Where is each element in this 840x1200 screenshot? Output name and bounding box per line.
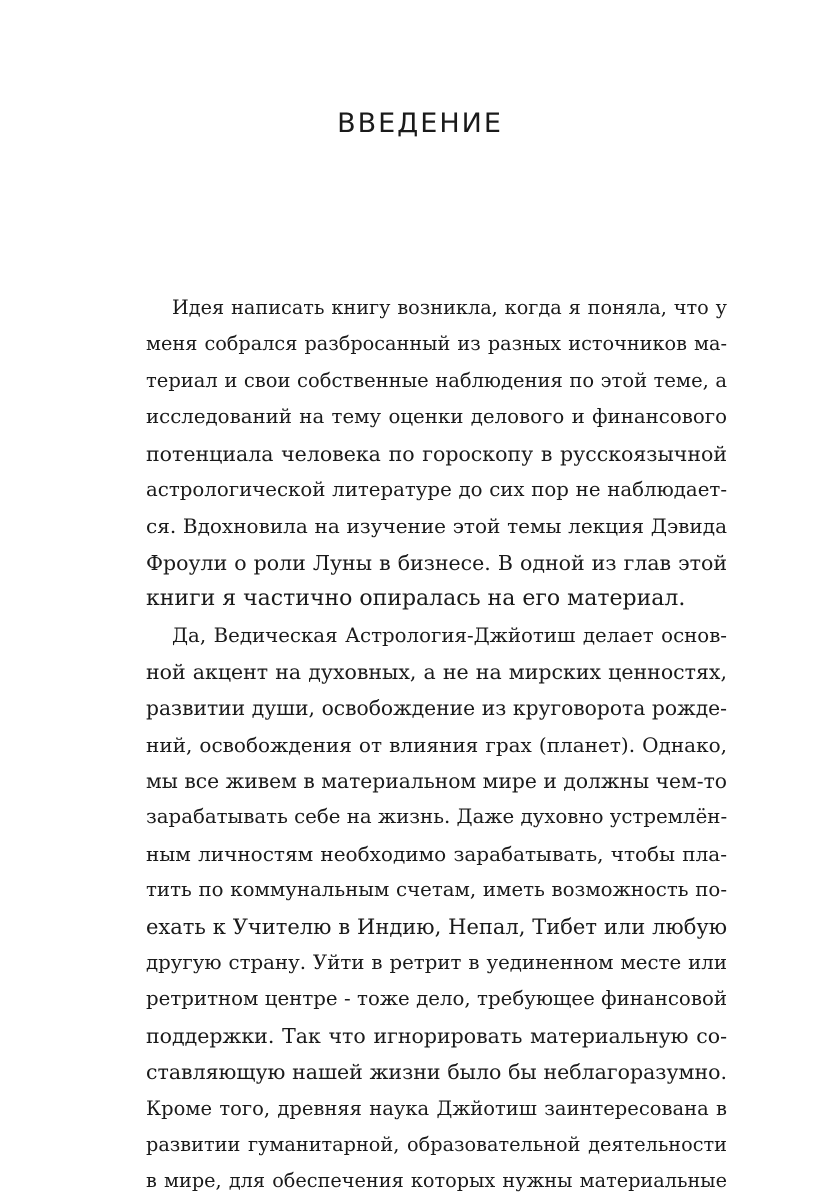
text-line: ний, освобождения от влияния грах (планет). Однако, [146, 732, 727, 757]
text-line: поддержки. Так что игнорировать материальную со- [146, 1023, 727, 1048]
text-line: Кроме того, древняя наука Джйотиш заинтересована в [146, 1096, 727, 1120]
text-line: развитии гуманитарной, образовательной деятельности [146, 1132, 727, 1156]
text-line: Фроули о роли Луны в бизнесе. В одной из глав этой [146, 550, 727, 575]
text-line: зарабатывать себе на жизнь. Даже духовно устремлён- [146, 805, 728, 829]
text-line: Идея написать книгу возникла, когда я поняла, что у [172, 296, 727, 319]
text-line: исследований на тему оценки делового и финансового [146, 405, 727, 429]
text-line: тить по коммунальным счетам, иметь возможность по- [146, 878, 727, 902]
text-line: развитии души, освобождение из круговорота рожде- [146, 696, 727, 721]
body-text [146, 290, 727, 1200]
text-line: в мире, для обеспечения которых нужны материальные [146, 1169, 727, 1193]
text-line: териал и свои собственные наблюдения по этой теме, а [146, 368, 727, 392]
text-line: ехать к Учителю в Индию, Непал, Тибет или любую [146, 914, 727, 939]
text-line: книги я частично опиралась на его материал. [146, 586, 686, 612]
text-line: ретритном центре - тоже дело, требующее финансовой [146, 987, 727, 1011]
text-line: ной акцент на духовных, а не на мирских ценностях, [146, 659, 727, 684]
text-line: ным личностям необходимо зарабатывать, чтобы пла- [146, 841, 727, 866]
text-line: потенциала человека по гороскопу в русскоязычной [146, 441, 727, 466]
text-line: меня собрался разбросанный из разных источников ма- [146, 332, 727, 356]
text-line: ся. Вдохновила на изучение этой темы лекция Дэвида [146, 514, 727, 539]
text-line: другую страну. Уйти в ретрит в уединенном месте или [146, 951, 727, 975]
text-line: ставляющую нашей жизни было бы неблагоразумно. [146, 1060, 727, 1085]
text-line: мы все живем в материальном мире и должны чем-то [146, 769, 727, 794]
chapter-title: ВВЕДЕНИЕ [337, 108, 503, 139]
text-line: астрологической литературе до сих пор не наблюдает- [146, 477, 727, 501]
text-line: Да, Ведическая Астрология-Джйотиш делает основ- [172, 623, 727, 647]
